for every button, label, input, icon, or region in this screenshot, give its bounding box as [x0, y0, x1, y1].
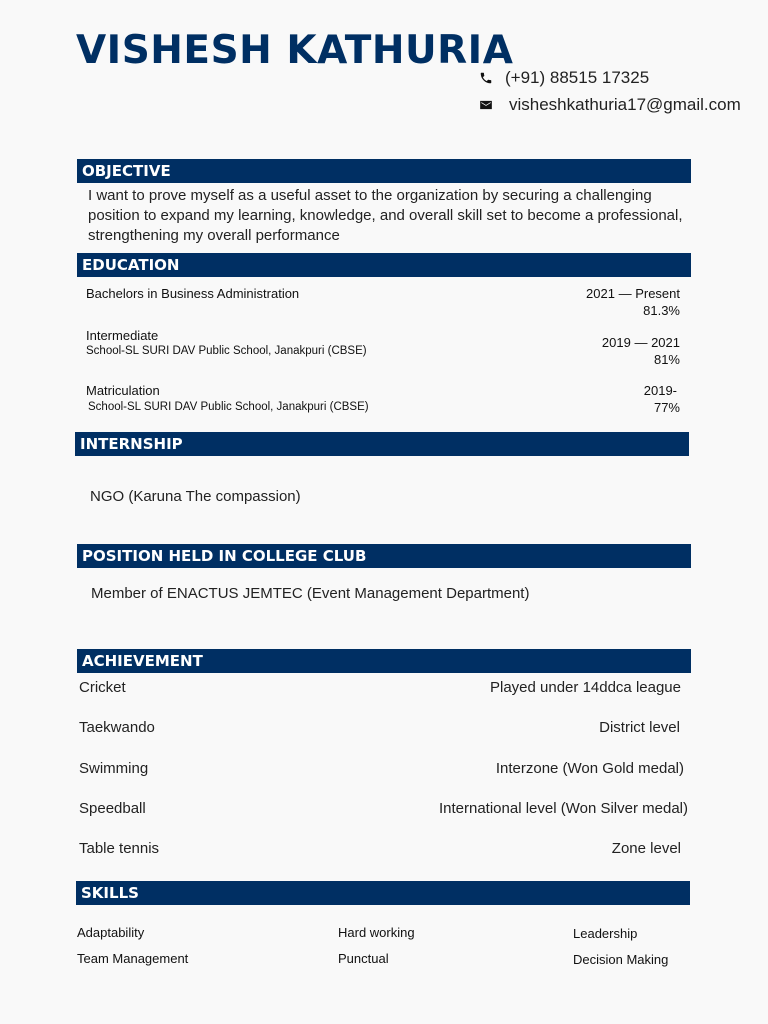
education-school: School-SL SURI DAV Public School, Janakpuri (CBSE): [86, 345, 367, 357]
achievement-level: International level (Won Silver medal): [438, 800, 688, 817]
internship-heading: INTERNSHIP: [75, 432, 689, 456]
achievement-sport: Taekwando: [79, 719, 155, 736]
phone-icon: [479, 71, 493, 85]
education-years: 2021 — Present: [586, 286, 680, 301]
achievement-sport: Cricket: [79, 679, 126, 696]
education-score: 81%: [653, 352, 680, 367]
position-heading: POSITION HELD IN COLLEGE CLUB: [77, 544, 691, 568]
education-degree: Matriculation: [86, 383, 160, 398]
achievement-level: District level: [599, 719, 680, 736]
achievement-sport: Swimming: [79, 760, 149, 777]
email-address: visheshkathuria17@gmail.com: [509, 95, 741, 114]
education-score: 81.3%: [643, 303, 680, 318]
achievement-level: Zone level: [611, 840, 681, 857]
skill-item: Hard working: [338, 925, 415, 940]
achievement-sport: Table tennis: [79, 840, 160, 857]
skill-item: Punctual: [338, 951, 389, 966]
skills-heading: SKILLS: [76, 881, 690, 905]
achievement-level: Played under 14ddca league: [490, 679, 681, 696]
skill-item: Leadership: [573, 926, 638, 941]
skill-item: Decision Making: [573, 952, 669, 967]
achievement-heading: ACHIEVEMENT: [77, 649, 691, 673]
education-years: 2019-: [643, 383, 677, 398]
position-text: Member of ENACTUS JEMTEC (Event Management Department): [91, 585, 530, 602]
mail-icon: [479, 98, 493, 112]
candidate-name: VISHESH KATHURIA: [76, 28, 514, 73]
email-contact: [479, 95, 741, 115]
skill-item: Team Management: [77, 951, 189, 966]
objective-heading: OBJECTIVE: [77, 159, 691, 183]
education-years: 2019 — 2021: [601, 335, 680, 350]
phone-contact: [479, 68, 649, 88]
phone-number: (+91) 88515 17325: [505, 68, 650, 87]
education-degree: Intermediate: [86, 328, 159, 343]
skill-item: Adaptability: [77, 925, 145, 940]
education-score: 77%: [653, 400, 680, 415]
achievement-sport: Speedball: [79, 800, 146, 817]
objective-text: I want to prove myself as a useful asset to the organization by securing a challenging position to expand my learning, knowledge, and overall skill set to become a professional, strengthening my overall performance: [88, 187, 683, 244]
education-heading: EDUCATION: [77, 253, 691, 277]
internship-text: NGO (Karuna The compassion): [90, 488, 301, 505]
education-school: School-SL SURI DAV Public School, Janakpuri (CBSE): [88, 401, 369, 413]
achievement-level: Interzone (Won Gold medal): [495, 760, 684, 777]
education-degree: Bachelors in Business Administration: [86, 286, 300, 301]
